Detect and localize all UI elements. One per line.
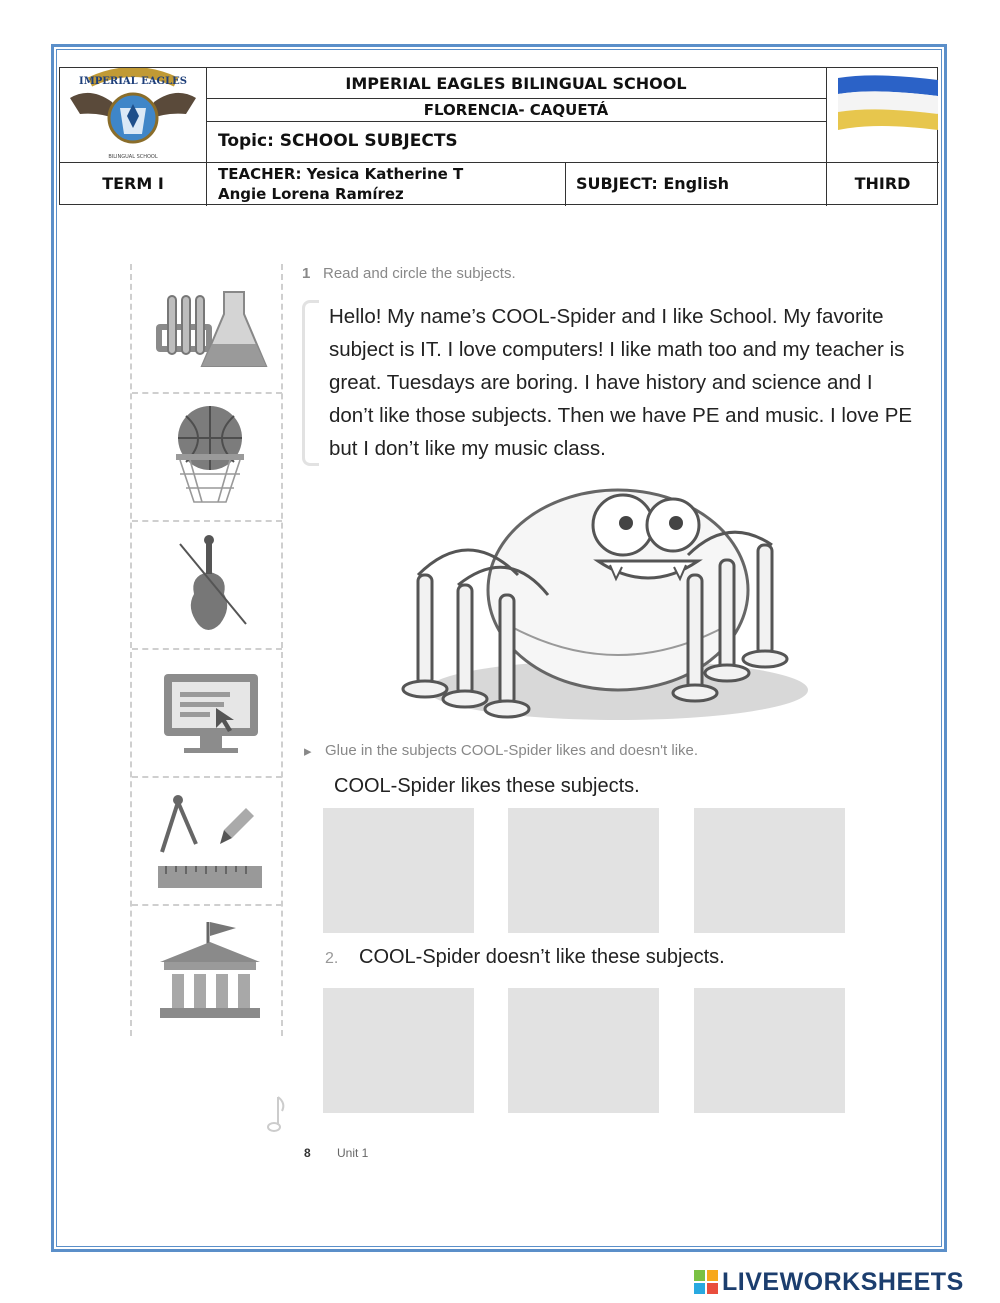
term-label: TERM I (102, 174, 164, 193)
logo-text: IMPERIAL EAGLES (79, 76, 187, 87)
reading-bracket (302, 300, 319, 466)
exercise2-instruction: Glue in the subjects COOL-Spider likes and doesn't like. (325, 742, 699, 759)
exercise1-instruction: Read and circle the subjects. (323, 265, 516, 282)
header-table (59, 67, 938, 205)
dislikes-glue-box-1[interactable] (323, 988, 474, 1113)
violin-icon[interactable] (150, 532, 270, 642)
cool-spider-illustration (388, 465, 818, 740)
dislikes-glue-box-2[interactable] (508, 988, 659, 1113)
music-note-icon (266, 1095, 288, 1135)
math-tools-icon[interactable] (150, 790, 270, 900)
museum-icon[interactable] (150, 918, 270, 1028)
topic-title: Topic: SCHOOL SUBJECTS (218, 131, 458, 151)
unit-label: Unit 1 (337, 1146, 369, 1160)
likes-glue-box-1[interactable] (323, 808, 474, 933)
logo-subtext: BILINGUAL SCHOOL (108, 154, 158, 160)
subject-label: SUBJECT: English (576, 174, 729, 193)
basketball-hoop-icon[interactable] (150, 402, 270, 512)
computer-icon[interactable] (150, 668, 270, 778)
likes-label: COOL-Spider likes these subjects. (334, 775, 640, 797)
grade-label: THIRD (854, 174, 911, 193)
science-icon[interactable] (150, 278, 270, 388)
teacher-line-2: Angie Lorena Ramírez (218, 185, 404, 203)
likes-glue-box-3[interactable] (694, 808, 845, 933)
teacher-line-1: TEACHER: Yesica Katherine T (218, 165, 464, 183)
school-name: IMPERIAL EAGLES BILINGUAL SCHOOL (345, 74, 687, 93)
likes-glue-box-2[interactable] (508, 808, 659, 933)
school-logo (60, 68, 206, 162)
school-city: FLORENCIA- CAQUETÁ (423, 101, 609, 119)
exercise2-bullet: ▸ (304, 743, 312, 760)
page-number: 8 (304, 1146, 311, 1160)
dislikes-number: 2. (325, 950, 339, 967)
exercise1-number: 1 (302, 265, 311, 282)
dislikes-label: COOL-Spider doesn’t like these subjects. (359, 946, 725, 968)
flag-icon (826, 68, 939, 162)
reading-passage: Hello! My name’s COOL-Spider and I like School. My favorite subject is IT. I love computers! I like math too and my teacher is great. Tuesdays are boring. I have history and science and I don’t like those subjects. Then we have PE and music. I love PE but I don’t like my music class. (329, 305, 913, 460)
liveworksheets-watermark[interactable]: LIVEWORKSHEETS (722, 1268, 964, 1296)
liveworksheets-logo-icon (694, 1270, 718, 1294)
dislikes-glue-box-3[interactable] (694, 988, 845, 1113)
